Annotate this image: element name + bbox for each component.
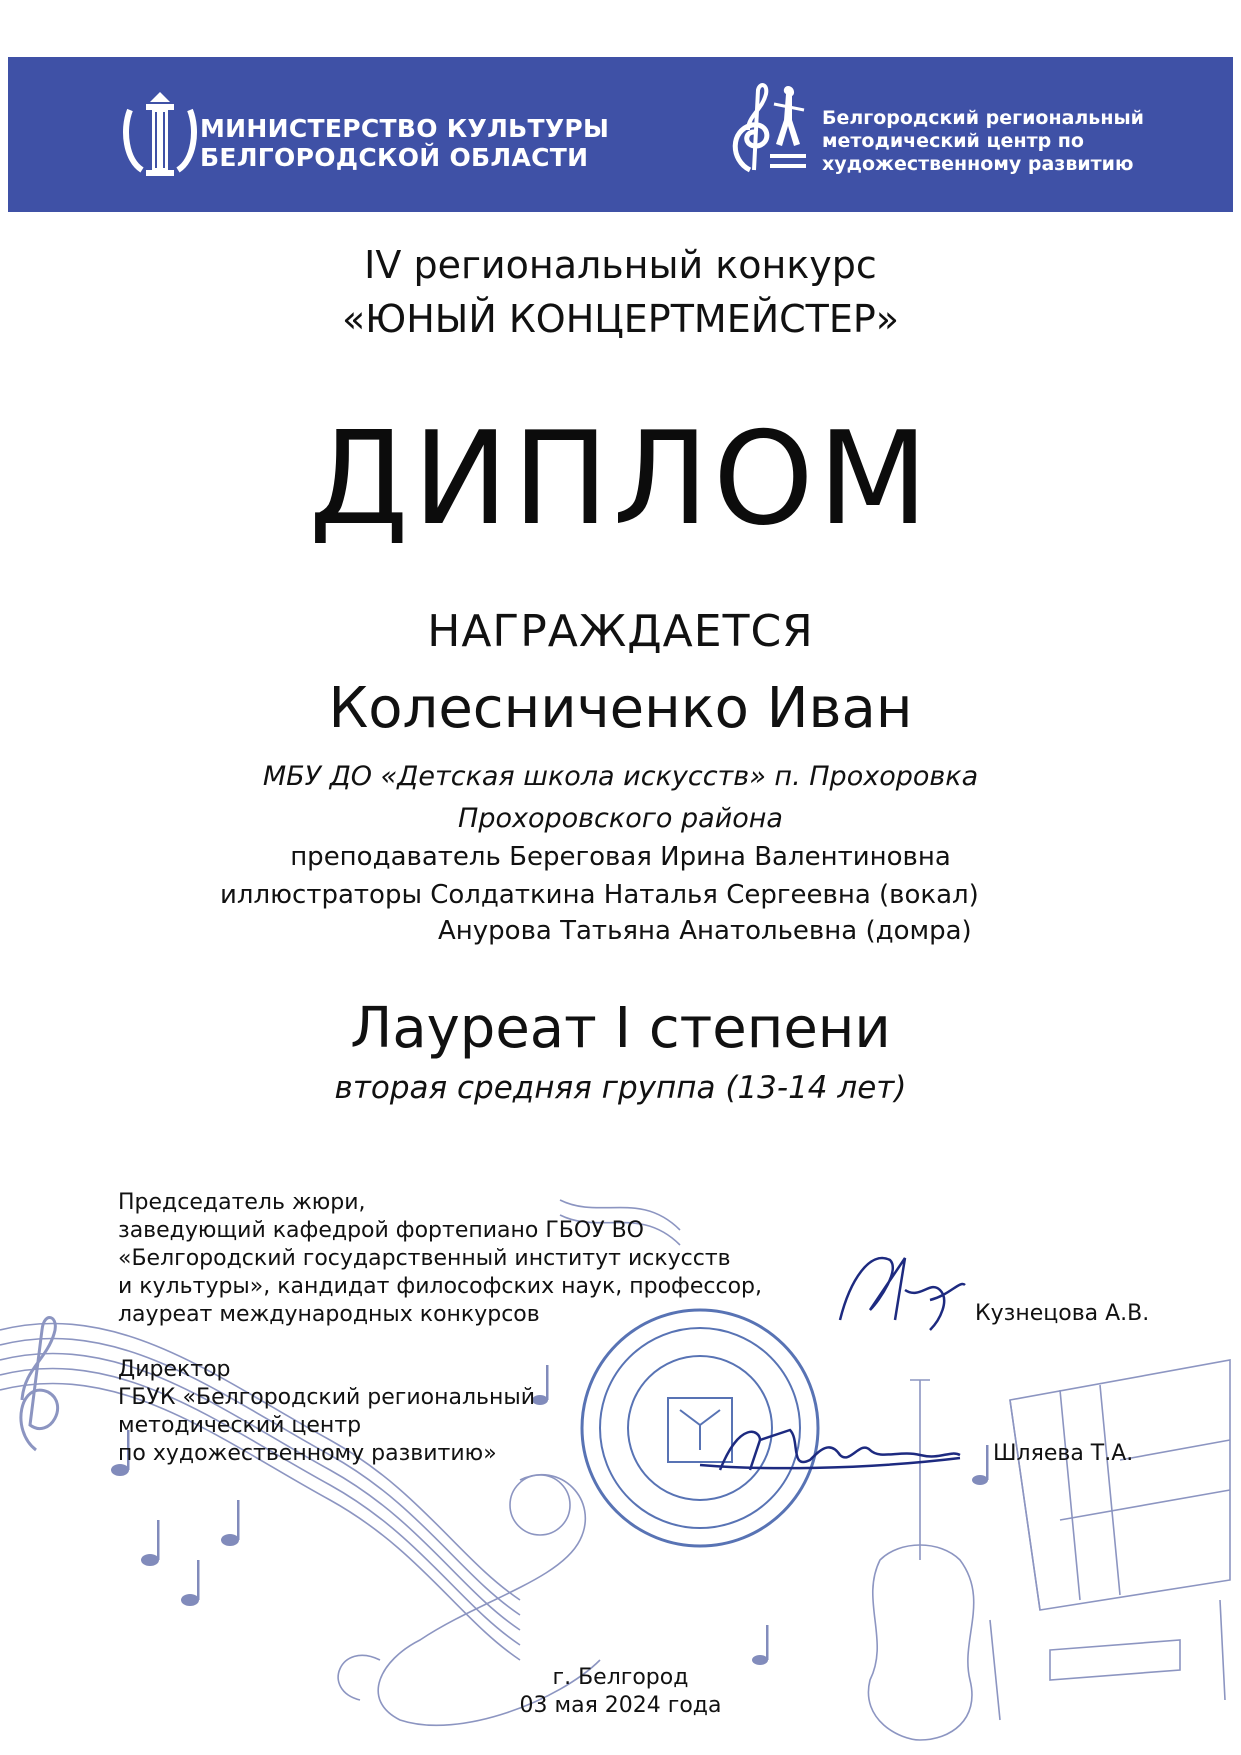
jury-chair-block xyxy=(118,1189,762,1329)
contest-line-2: «ЮНЫЙ КОНЦЕРТМЕЙСТЕР» xyxy=(341,297,900,341)
director-line: методический центр xyxy=(118,1413,362,1438)
official-stamp xyxy=(582,1310,818,1546)
center-line-3: художественному развитию xyxy=(822,153,1134,175)
awarded-label: НАГРАЖДАЕТСЯ xyxy=(427,606,814,657)
director-line: Директор xyxy=(118,1357,231,1382)
director-name: Шляева Т.А. xyxy=(993,1441,1134,1466)
director-line: ГБУК «Белгородский региональный xyxy=(118,1385,536,1410)
recipient-name: Колесниченко Иван xyxy=(328,676,913,741)
school-line-2: Прохоровского района xyxy=(458,803,783,834)
footer-date: 03 мая 2024 года xyxy=(519,1693,722,1718)
illustrators-line-1: иллюстраторы Солдаткина Наталья Сергеевна (вокал) xyxy=(220,880,979,910)
ministry-line-2: БЕЛГОРОДСКОЙ ОБЛАСТИ xyxy=(200,143,589,172)
ministry-line-1: МИНИСТЕРСТВО КУЛЬТУРЫ xyxy=(200,114,610,143)
contest-line-1: IV региональный конкурс xyxy=(364,243,877,287)
diploma-title: ДИПЛОМ xyxy=(308,405,933,554)
age-group: вторая средняя группа (13-14 лет) xyxy=(334,1070,907,1106)
jury-line: заведующий кафедрой фортепиано ГБОУ ВО xyxy=(118,1218,645,1243)
director-line: по художественному развитию» xyxy=(118,1441,497,1466)
director-block xyxy=(118,1356,535,1468)
school-line-1: МБУ ДО «Детская школа искусств» п. Прохоровка xyxy=(262,761,979,792)
center-line-2: методический центр по xyxy=(822,130,1084,152)
footer-city: г. Белгород xyxy=(552,1665,689,1690)
jury-line: и культуры», кандидат философских наук, профессор, xyxy=(118,1274,763,1299)
illustrators-line-2: Анурова Татьяна Анатольевна (домра) xyxy=(438,916,972,946)
contest-title xyxy=(0,238,1241,346)
teacher-line: преподаватель Береговая Ирина Валентиновна xyxy=(290,842,951,872)
award-title: Лауреат I степени xyxy=(350,996,891,1061)
footer xyxy=(0,1664,1241,1720)
signature-shlyaeva xyxy=(700,1430,960,1470)
jury-line: лауреат международных конкурсов xyxy=(118,1302,540,1327)
school-info xyxy=(0,756,1241,840)
jury-line: «Белгородский государственный институт искусств xyxy=(118,1246,731,1271)
jury-line: Председатель жюри, xyxy=(118,1190,366,1215)
center-line-1: Белгородский региональный xyxy=(822,107,1144,129)
jury-chair-name: Кузнецова А.В. xyxy=(975,1301,1150,1326)
signature-kuznetsova xyxy=(840,1258,965,1330)
